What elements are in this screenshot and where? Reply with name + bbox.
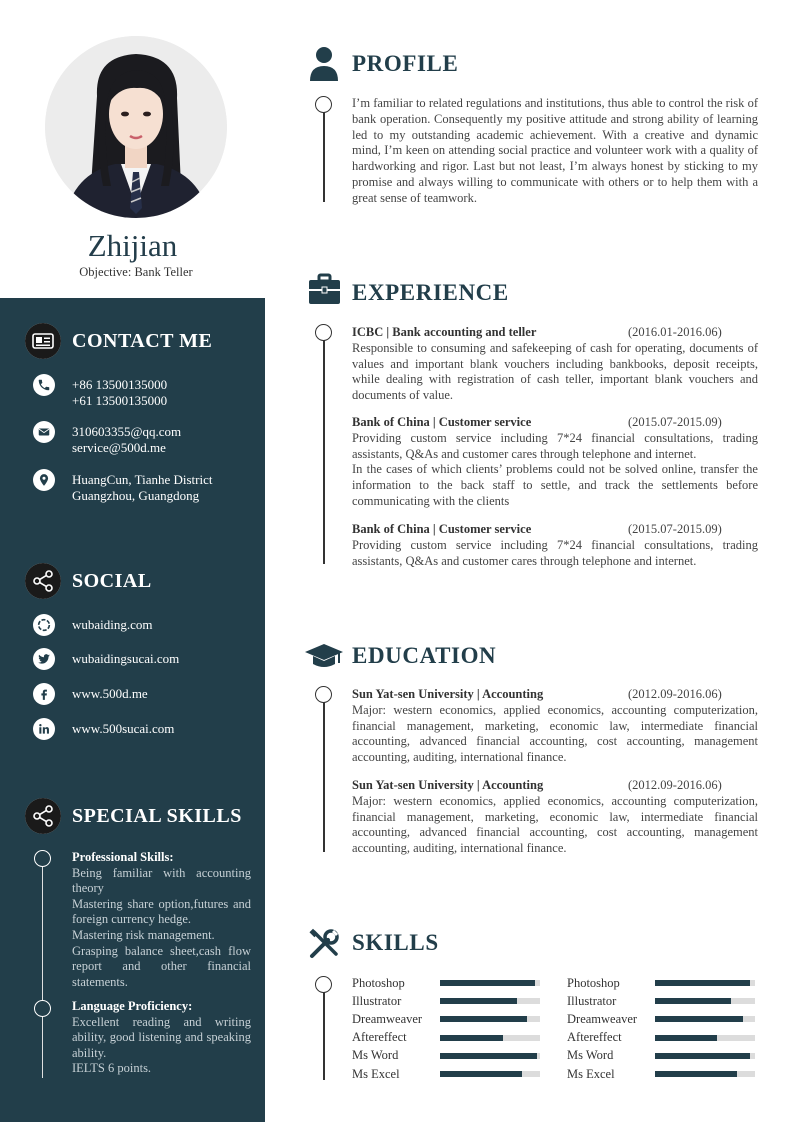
experience-desc: Providing custom service including 7*24 financial consultations, trading assistants, Q&As and customer cares through telephone and internet. [352, 537, 758, 568]
skill-bar-fill [655, 1053, 750, 1059]
timeline-line [323, 694, 325, 852]
avatar [45, 36, 227, 218]
social-link[interactable]: www.500sucai.com [72, 721, 175, 736]
skill-bar-row [567, 1047, 755, 1065]
education-org: Sun Yat-sen University | Accounting [352, 778, 544, 792]
mail-icon [37, 425, 51, 439]
website-icon [36, 617, 52, 633]
timeline-line [323, 332, 325, 564]
skill-bar-row [567, 1029, 755, 1047]
education-section-icon [304, 641, 344, 671]
professional-skills-label: Professional Skills: [72, 850, 174, 864]
timeline-dot [315, 96, 332, 113]
skill-bar-row [567, 974, 755, 992]
experience-org: Bank of China | Customer service [352, 522, 532, 536]
education-entry [352, 778, 758, 857]
skill-name: Ms Word [567, 1048, 614, 1063]
skill-line: Excellent reading and writing ability, good listening and speaking ability. [72, 1014, 251, 1060]
address-line-1: HuangCun, Tianhe District [72, 472, 213, 487]
skill-bar-fill [655, 980, 750, 986]
skill-bar-row [352, 1047, 540, 1065]
sidebar [0, 298, 265, 1122]
skill-line: Mastering share option,futures and foreign currency hedge. [72, 896, 251, 927]
graduation-cap-icon [304, 641, 344, 671]
education-desc: Major: western economics, applied economics, accounting computerization, financial management, marketing, economic law, intermediate financial accounting, advanced financial accounting, cost accounting, management accounting, auditing, international finance. [352, 793, 758, 856]
timeline-dot [315, 976, 332, 993]
skills-section-icon [308, 928, 340, 960]
skill-bar-fill [440, 1035, 503, 1041]
share-icon [25, 798, 61, 834]
skill-name: Photoshop [352, 975, 405, 990]
education-desc: Major: western economics, applied economics, accounting computerization, financial management, marketing, economic law, intermediate financial accounting, advanced financial accounting, cost accounting, management accounting, auditing, international finance. [352, 702, 758, 765]
contact-title: CONTACT ME [72, 329, 213, 352]
phone-2[interactable]: +61 13500135000 [72, 393, 168, 408]
phone-1[interactable]: +86 13500135000 [72, 377, 168, 392]
skill-name: Ms Excel [352, 1066, 400, 1081]
timeline-dot [34, 1000, 51, 1017]
education-date: (2012.09-2016.06) [628, 687, 722, 701]
special-skills-title: SPECIAL SKILLS [72, 804, 242, 827]
skill-name: Dreamweaver [352, 1011, 423, 1026]
skill-bar-row [567, 1065, 755, 1083]
skill-bar-row [352, 1029, 540, 1047]
skill-bar-row [352, 1065, 540, 1083]
skill-name: Aftereffect [352, 1030, 407, 1045]
skill-bar-track [655, 980, 755, 986]
professional-skills [72, 850, 251, 990]
objective: Objective: Bank Teller [79, 265, 193, 279]
skill-bar-track [440, 1053, 540, 1059]
timeline-line [323, 984, 325, 1080]
phone-icon [37, 378, 51, 392]
email-2[interactable]: service@500d.me [72, 440, 166, 455]
skill-name: Ms Excel [567, 1066, 615, 1081]
timeline-line [323, 104, 325, 202]
skills-title: SKILLS [352, 930, 439, 955]
skill-bar-row [352, 1010, 540, 1028]
facebook-icon [37, 687, 51, 701]
location-pin-icon [37, 473, 51, 487]
contact-header [25, 323, 212, 359]
skill-bar-track [440, 980, 540, 986]
education-date: (2012.09-2016.06) [628, 778, 722, 792]
experience-entry [352, 325, 758, 404]
experience-date: (2016.01-2016.06) [628, 325, 722, 339]
skill-bar-row [352, 974, 540, 992]
contact-email [33, 424, 181, 456]
social-title: SOCIAL [72, 569, 152, 592]
social-link[interactable]: wubaidingsucai.com [72, 651, 180, 666]
skill-bar-track [440, 998, 540, 1004]
education-org: Sun Yat-sen University | Accounting [352, 687, 544, 701]
social-link[interactable]: wubaiding.com [72, 617, 153, 632]
social-link[interactable]: www.500d.me [72, 686, 148, 701]
experience-desc: Providing custom service including 7*24 financial consultations, trading assistants, Q&As and customer cares through telephone and internet. [352, 430, 758, 461]
social-item[interactable] [33, 718, 174, 740]
skill-bar-fill [440, 998, 517, 1004]
skill-name: Aftereffect [567, 1030, 622, 1045]
skill-name: Photoshop [567, 975, 620, 990]
skill-bar-fill [440, 1016, 527, 1022]
skill-line: Mastering risk management. [72, 927, 215, 942]
skill-bar-track [655, 1071, 755, 1077]
skill-line: Being familiar with accounting theory [72, 865, 251, 896]
skill-bar-fill [655, 998, 731, 1004]
skill-name: Illustrator [567, 993, 617, 1008]
social-item[interactable] [33, 648, 179, 670]
skill-bar-track [655, 1053, 755, 1059]
email-1[interactable]: 310603355@qq.com [72, 424, 182, 439]
language-proficiency-label: Language Proficiency: [72, 999, 193, 1013]
skill-bar-fill [440, 1071, 522, 1077]
skill-bar-track [440, 1071, 540, 1077]
experience-date: (2015.07-2015.09) [628, 522, 722, 536]
special-skills-header [25, 798, 242, 834]
profile-section-icon [308, 46, 340, 82]
language-proficiency [72, 999, 251, 1077]
education-entry [352, 687, 758, 766]
experience-desc: In the cases of which clients’ problems could not be solved online, transfer the information to the back staff to settle, and track the settlements before communicating with the clients [352, 462, 758, 508]
timeline-line [42, 858, 43, 1078]
skill-bar-track [440, 1016, 540, 1022]
experience-section-icon [307, 273, 341, 305]
skill-line: Grasping balance sheet,cash flow report and other financial statements. [72, 943, 251, 989]
portrait-illustration [45, 36, 227, 218]
experience-entry [352, 522, 758, 569]
skill-bar-row [567, 1010, 755, 1028]
share-icon [25, 563, 61, 599]
timeline-dot [315, 324, 332, 341]
user-icon [309, 46, 339, 82]
skill-bar-track [655, 998, 755, 1004]
skill-name: Dreamweaver [567, 1011, 638, 1026]
social-item[interactable] [33, 683, 148, 705]
profile-title: PROFILE [352, 51, 459, 76]
skill-bar-track [655, 1035, 755, 1041]
briefcase-icon [308, 273, 341, 305]
experience-title: EXPERIENCE [352, 280, 509, 305]
experience-org: Bank of China | Customer service [352, 415, 532, 429]
skill-bar-row [567, 992, 755, 1010]
contact-card-icon-circle [25, 323, 61, 359]
skill-bar-fill [655, 1035, 717, 1041]
skill-line: IELTS 6 points. [72, 1061, 152, 1076]
profile-text: I’m familiar to related regulations and institutions, thus able to control the risk of bank operation. Consequently my positive attitude and strong ability of learning led to my outstanding academic achievement. With a creative and dynamic mind, I’m keen on attending social practice and volunteer work with a quality of hardworking and rigor. Last but not least, I’m always honest by sticking to my promise and always willing to communicate with others or to help them with a great sense of teamwork. [352, 96, 758, 205]
id-card-icon [25, 323, 61, 359]
skill-bar-track [440, 1035, 540, 1041]
skill-bar-track [655, 1016, 755, 1022]
skill-bar-fill [440, 1053, 537, 1059]
social-header [25, 563, 152, 599]
skill-bar-row [352, 992, 540, 1010]
skill-name: Illustrator [352, 993, 402, 1008]
social-item[interactable] [33, 614, 153, 636]
timeline-dot [34, 850, 51, 867]
person-name: Zhijian [87, 228, 178, 263]
skill-bar-fill [655, 1016, 743, 1022]
experience-desc: Responsible to consuming and safekeeping of cash for operating, documents of values and important blank vouchers including bankbooks, deposit receipts, while dealing with registration of cash teller, important blank vouchers and documents of value. [352, 340, 758, 403]
address-line-2: Guangzhou, Guangdong [72, 488, 200, 503]
linkedin-icon [37, 722, 51, 736]
tools-icon [308, 928, 340, 960]
twitter-icon [37, 652, 51, 666]
skill-bar-fill [440, 980, 535, 986]
experience-date: (2015.07-2015.09) [628, 415, 722, 429]
skill-name: Ms Word [352, 1048, 399, 1063]
education-title: EDUCATION [352, 643, 497, 668]
experience-org: ICBC | Bank accounting and teller [352, 325, 537, 339]
timeline-dot [315, 686, 332, 703]
skill-bar-fill [655, 1071, 737, 1077]
contact-phone [33, 377, 167, 409]
experience-entry [352, 415, 758, 510]
contact-address [33, 472, 212, 504]
